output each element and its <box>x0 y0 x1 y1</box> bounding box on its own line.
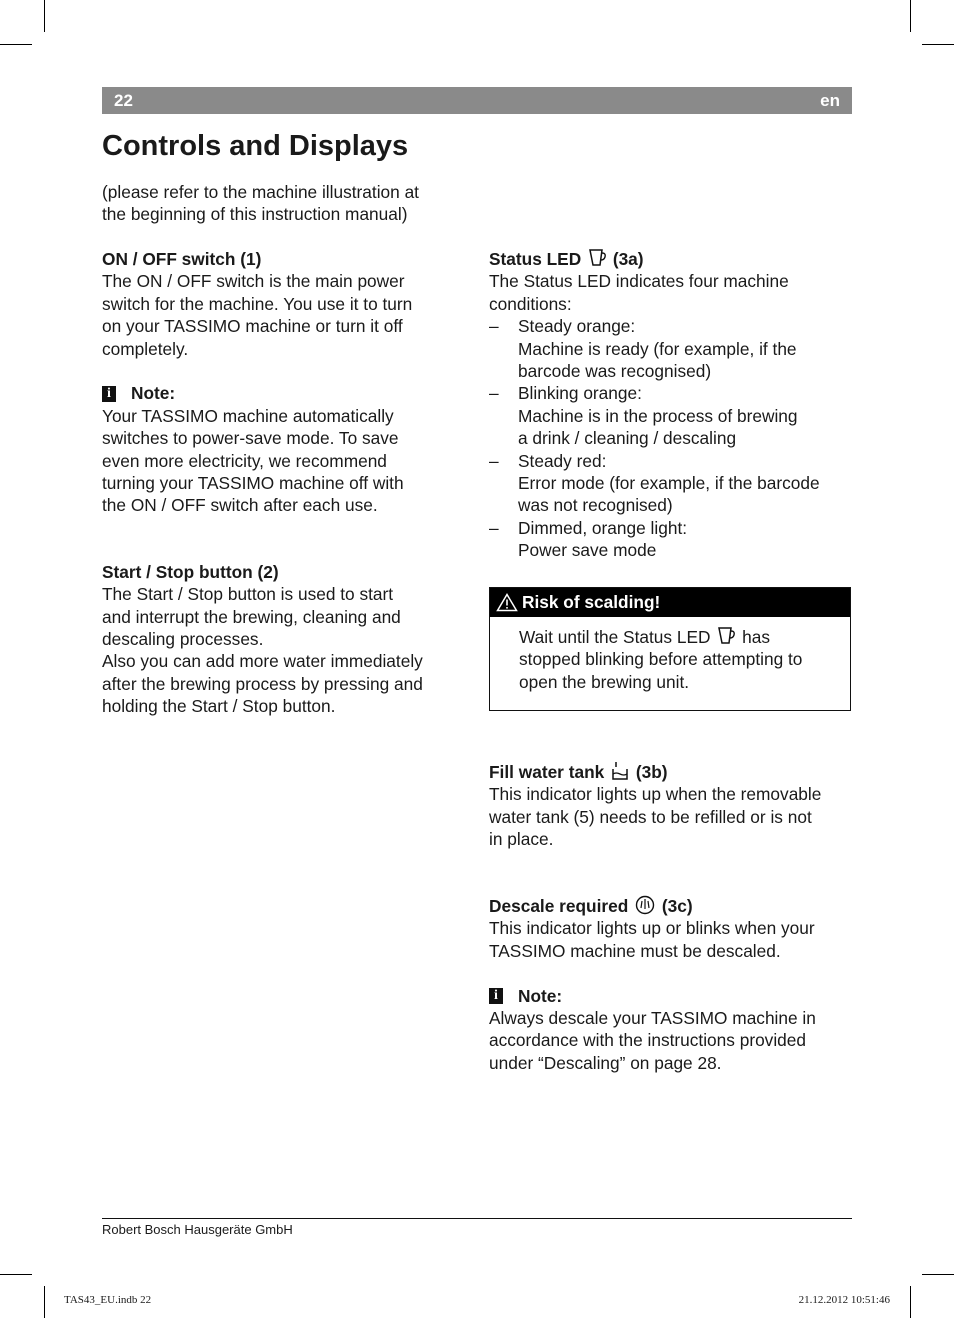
info-icon: i <box>489 988 503 1004</box>
note-text: Always descale your TASSIMO machine in accordance with the instructions provided under “Descaling” on page 28. <box>489 1008 816 1073</box>
crop-mark <box>922 1274 954 1275</box>
water-tank-text: This indicator lights up when the removable water tank (5) needs to be refilled or is not in place. <box>489 784 822 850</box>
footer-divider <box>102 1218 852 1219</box>
status-led-list <box>489 315 854 561</box>
warning-triangle-icon <box>496 593 518 612</box>
list-item: – Steady red: Error mode (for example, if the barcode was not recognised) <box>489 450 820 516</box>
crop-mark <box>0 44 32 45</box>
crop-mark <box>910 1286 911 1318</box>
print-slug-date: 21.12.2012 10:51:46 <box>798 1294 890 1306</box>
note-heading: i Note: <box>489 985 854 1007</box>
left-column <box>102 248 467 718</box>
status-led-heading: Status LED (3a) <box>489 249 644 269</box>
right-column <box>489 248 854 562</box>
info-icon: i <box>102 386 116 402</box>
footer-company: Robert Bosch Hausgeräte GmbH <box>102 1222 293 1237</box>
crop-mark <box>0 1274 32 1275</box>
print-slug-file: TAS43_EU.indb 22 <box>64 1294 152 1306</box>
page-title: Controls and Displays <box>102 130 409 162</box>
crop-mark <box>44 0 45 32</box>
warning-header <box>490 588 850 617</box>
descale-icon <box>635 895 655 915</box>
list-item: – Blinking orange: Machine is in the process of brewing a drink / cleaning / descaling <box>489 383 798 449</box>
note-text: Your TASSIMO machine automatically switches to power-save mode. To save even more electricity, we recommend turning your TASSIMO machine off with the ON / OFF switch after each use. <box>102 405 404 516</box>
descale-section <box>489 895 854 1074</box>
crop-mark <box>922 44 954 45</box>
warning-text: Wait until the Status LED has stopped blinking before attempting to open the brewing unit. <box>519 627 803 692</box>
cup-icon <box>717 626 735 646</box>
language-code: en <box>820 91 840 110</box>
cup-icon <box>588 248 606 268</box>
descale-text: This indicator lights up or blinks when your TASSIMO machine must be descaled. <box>489 918 815 961</box>
list-item: – Dimmed, orange light: Power save mode <box>489 517 688 561</box>
startstop-heading: Start / Stop button (2) <box>102 561 279 582</box>
crop-mark <box>44 1286 45 1318</box>
onoff-text: The ON / OFF switch is the main power switch for the machine. You use it to turn on your TASSIMO machine or turn it off completely. <box>102 271 413 359</box>
note-heading: i Note: <box>102 382 467 404</box>
warning-title: Risk of scalding! <box>522 592 661 613</box>
intro-text: (please refer to the machine illustration at the beginning of this instruction manual) <box>102 182 419 225</box>
page-number: 22 <box>114 91 133 110</box>
onoff-heading: ON / OFF switch (1) <box>102 249 262 269</box>
list-item: – Steady orange: Machine is ready (for example, if the barcode was recognised) <box>489 316 797 382</box>
status-led-text: The Status LED indicates four machine conditions: <box>489 271 789 314</box>
startstop-text: The Start / Stop button is used to start and interrupt the brewing, cleaning and descaling processes. Also you can add more water immediately after the brewing process by pressing and holding the Start / Stop button. <box>102 584 423 717</box>
warning-box <box>489 587 851 711</box>
water-tank-heading: Fill water tank (3b) <box>489 762 668 782</box>
descale-heading: Descale required (3c) <box>489 896 693 916</box>
page-header-bar <box>102 87 852 114</box>
water-tank-icon <box>611 761 629 781</box>
water-tank-section <box>489 761 854 851</box>
crop-mark <box>910 0 911 32</box>
